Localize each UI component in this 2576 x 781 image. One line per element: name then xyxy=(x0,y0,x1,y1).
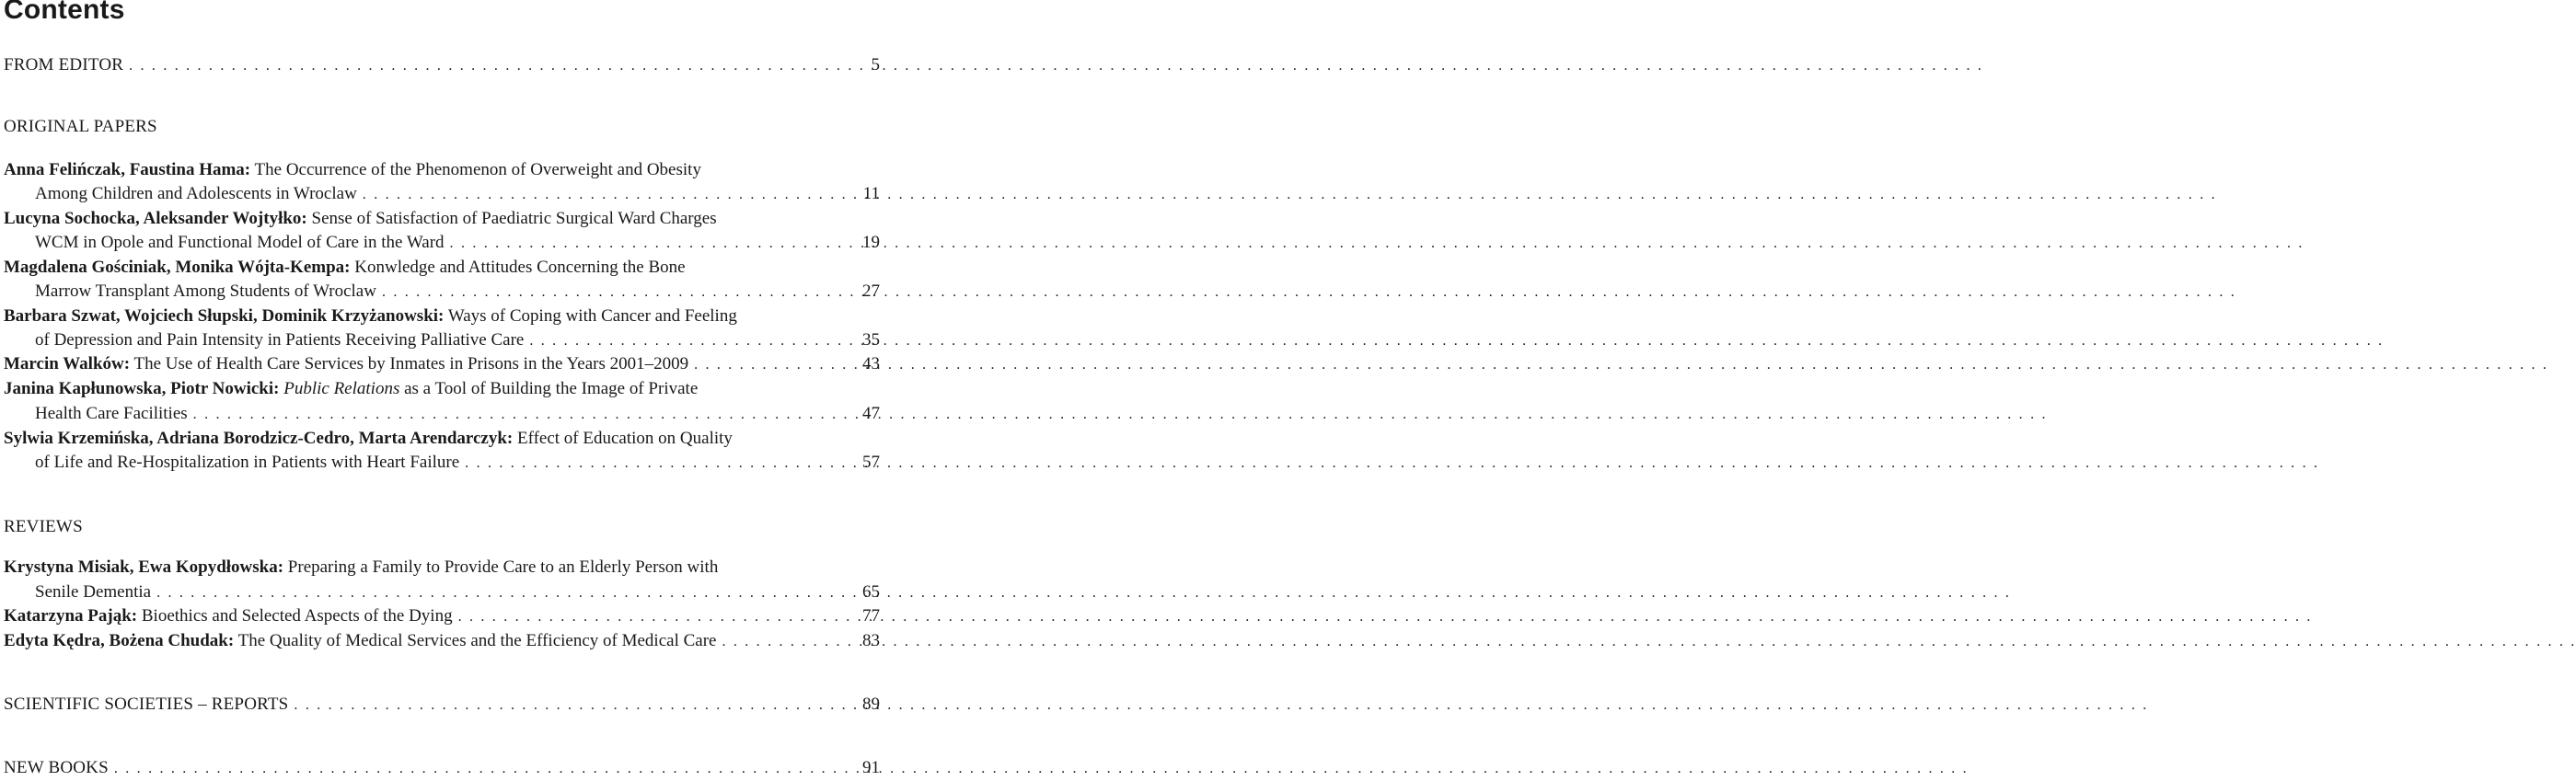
toc-entry-single-line[interactable] xyxy=(4,352,836,377)
section-label: NEW BOOKS xyxy=(4,758,109,777)
toc-entry-new-books[interactable] xyxy=(4,756,836,781)
page-number: 65 xyxy=(862,582,880,602)
entry-title: as a Tool of Building the Image of Private xyxy=(404,379,699,398)
toc-entry-title-line[interactable] xyxy=(4,556,836,580)
dot-leader xyxy=(694,353,2548,377)
dot-leader xyxy=(193,403,2048,427)
dot-leader xyxy=(156,581,2011,605)
page-number: 19 xyxy=(862,233,880,252)
page-number: 91 xyxy=(862,758,880,777)
section-label: SCIENTIFIC SOCIETIES – REPORTS xyxy=(4,695,289,714)
page-number: 77 xyxy=(862,606,880,626)
entry-title-italic: Public Relations xyxy=(283,379,400,398)
page-number: 89 xyxy=(862,695,880,714)
toc-entry-continuation[interactable] xyxy=(35,402,836,427)
section-heading-original-papers: ORIGINAL PAPERS xyxy=(4,117,157,136)
entry-title-continued: of Life and Re-Hospitalization in Patients with Heart Failure xyxy=(35,453,460,472)
toc-entry-single-line[interactable] xyxy=(4,629,836,654)
page-number: 57 xyxy=(862,453,880,472)
page-number: 47 xyxy=(862,404,880,423)
section-label: FROM EDITOR xyxy=(4,55,124,75)
entry-authors: Lucyna Sochocka, Aleksander Wojtyłko: xyxy=(4,209,307,228)
dot-leader xyxy=(129,54,1983,78)
page-number: 11 xyxy=(862,184,880,203)
toc-entry-single-line[interactable] xyxy=(4,604,836,629)
toc-entry-continuation[interactable] xyxy=(35,451,836,476)
dot-leader xyxy=(382,281,2236,304)
toc-entry-continuation[interactable] xyxy=(35,231,836,256)
page-number: 43 xyxy=(862,354,880,373)
entry-authors: Marcin Walków: xyxy=(4,354,131,373)
page-number: 5 xyxy=(871,55,880,75)
page-number: 27 xyxy=(862,281,880,301)
entry-title-continued: Marrow Transplant Among Students of Wroclaw xyxy=(35,281,376,301)
entry-authors: Sylwia Krzemińska, Adriana Borodzicz-Cedro, Marta Arendarczyk: xyxy=(4,429,514,448)
entry-authors: Anna Felińczak, Faustina Hama: xyxy=(4,160,251,179)
entry-title: The Quality of Medical Services and the Efficiency of Medical Care xyxy=(237,631,717,650)
entry-authors: Katarzyna Pająk: xyxy=(4,606,138,626)
page-number: 35 xyxy=(862,330,880,350)
entry-title-continued: WCM in Opole and Functional Model of Care in the Ward xyxy=(35,233,445,252)
entry-authors: Magdalena Gościniak, Monika Wójta-Kempa: xyxy=(4,258,351,277)
section-heading-reviews: REVIEWS xyxy=(4,517,83,536)
toc-entry-title-line[interactable] xyxy=(4,158,836,182)
dot-leader xyxy=(363,183,2217,207)
toc-entry-title-line[interactable] xyxy=(4,427,836,451)
toc-entry-continuation[interactable] xyxy=(35,182,836,207)
dot-leader xyxy=(294,694,2148,718)
entry-title: Effect of Education on Quality xyxy=(517,429,733,448)
entry-title-continued: Senile Dementia xyxy=(35,582,152,602)
dot-leader xyxy=(722,630,2576,654)
toc-entry-title-line[interactable] xyxy=(4,256,836,280)
toc-entry-continuation[interactable] xyxy=(35,280,836,304)
toc-entry-title-line[interactable] xyxy=(4,304,836,328)
entry-title: Konwledge and Attitudes Concerning the Bone xyxy=(354,258,686,277)
toc-entry-scientific-societies[interactable] xyxy=(4,693,836,718)
page-number: 83 xyxy=(862,631,880,650)
toc-entry-continuation[interactable] xyxy=(35,328,836,353)
entry-title: Sense of Satisfaction of Paediatric Surgical Ward Charges xyxy=(311,209,717,228)
entry-title: Ways of Coping with Cancer and Feeling xyxy=(447,306,737,326)
page-title: Contents xyxy=(4,0,125,25)
entry-title-continued: Among Children and Adolescents in Wroclaw xyxy=(35,184,357,203)
entry-title: The Use of Health Care Services by Inmates in Prisons in the Years 2001–2009 xyxy=(133,354,689,373)
toc-entry-from-editor[interactable] xyxy=(4,53,836,78)
toc-entry-title-line[interactable] xyxy=(4,207,836,231)
dot-leader xyxy=(458,605,2313,629)
entry-title: Preparing a Family to Provide Care to an Elderly Person with xyxy=(287,557,719,577)
entry-authors: Edyta Kędra, Bożena Chudak: xyxy=(4,631,235,650)
dot-leader xyxy=(529,329,2384,353)
entry-title: Bioethics and Selected Aspects of the Dying xyxy=(141,606,453,626)
entry-authors: Barbara Szwat, Wojciech Słupski, Dominik Krzyżanowski: xyxy=(4,306,445,326)
dot-leader xyxy=(465,452,2319,476)
entry-title: The Occurrence of the Phenomenon of Overweight and Obesity xyxy=(254,160,701,179)
dot-leader xyxy=(114,757,1969,781)
entry-title-continued: of Depression and Pain Intensity in Patients Receiving Palliative Care xyxy=(35,330,525,350)
toc-entry-title-line[interactable] xyxy=(4,377,836,401)
dot-leader xyxy=(450,232,2305,256)
entry-authors: Krystyna Misiak, Ewa Kopydłowska: xyxy=(4,557,284,577)
entry-authors: Janina Kapłunowska, Piotr Nowicki: xyxy=(4,379,280,398)
entry-title-continued: Health Care Facilities xyxy=(35,404,188,423)
toc-entry-continuation[interactable] xyxy=(35,580,836,605)
